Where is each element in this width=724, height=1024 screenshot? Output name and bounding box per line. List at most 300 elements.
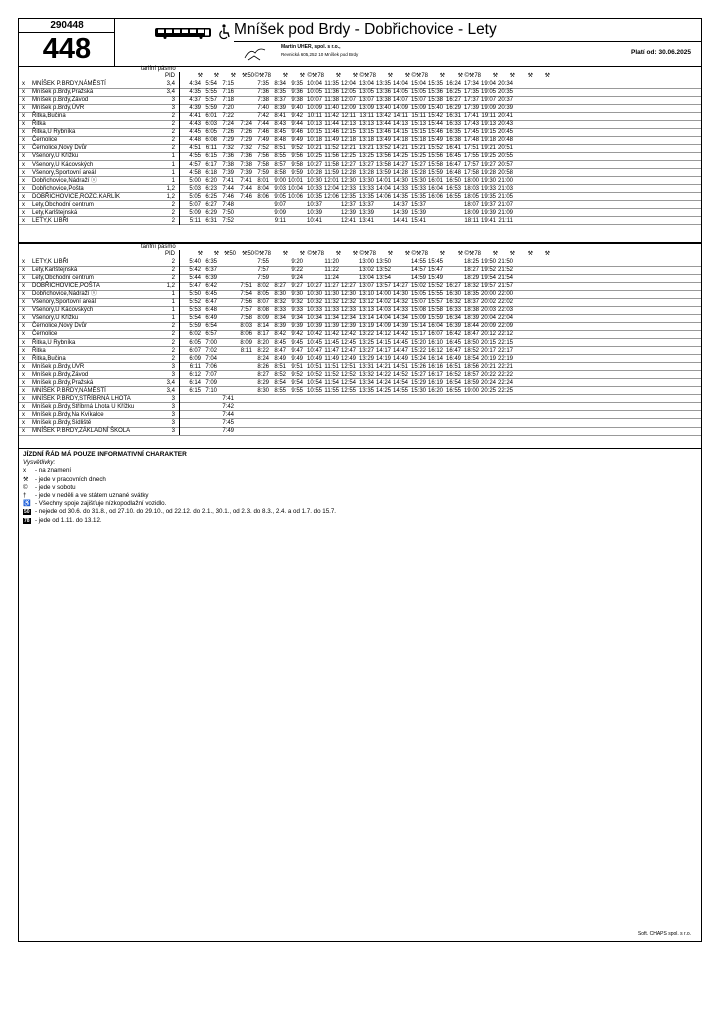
- departure-time: 6:14: [189, 379, 201, 386]
- on-request-mark: x: [22, 121, 25, 128]
- departure-time: 7:42: [257, 113, 269, 120]
- departure-time: 5:47: [189, 283, 201, 290]
- column-divider: [179, 250, 180, 435]
- departure-time: 8:33: [274, 307, 286, 314]
- departure-time: 10:11: [307, 113, 322, 120]
- departure-time: 12:39: [340, 323, 356, 330]
- departure-time: 16:31: [445, 113, 461, 120]
- departure-time: 19:09: [480, 105, 496, 112]
- departure-time: 5:57: [205, 97, 217, 104]
- departure-time: 21:57: [497, 283, 513, 290]
- departure-time: 13:33: [358, 185, 374, 192]
- line-number-box: [19, 19, 115, 66]
- departure-time: 8:26: [257, 363, 269, 370]
- departure-time: 12:05: [340, 89, 356, 96]
- departure-time: 13:04: [358, 81, 374, 87]
- legend-text: jede od 1.11. do 13.12.: [38, 516, 102, 524]
- departure-time: 12:28: [340, 169, 356, 176]
- departure-time: 7:44: [222, 185, 234, 192]
- departure-time: 15:45: [427, 259, 443, 265]
- departure-time: 8:41: [274, 113, 286, 120]
- stop-zone: 2: [171, 201, 175, 208]
- stop-zone: 3,4: [166, 379, 175, 386]
- departure-time: 16:42: [445, 331, 461, 338]
- stop-zone: 1: [171, 153, 175, 160]
- departure-time: 8:22: [257, 347, 269, 354]
- stop-name: LETY,K LIBŘI: [32, 259, 69, 265]
- departure-time: 18:32: [463, 283, 479, 290]
- departure-time: 9:59: [291, 169, 303, 176]
- departure-time: 17:55: [463, 153, 479, 160]
- departure-time: 7:18: [222, 97, 234, 104]
- departure-time: 11:52: [324, 145, 339, 152]
- departure-time: 6:29: [205, 209, 217, 216]
- trip-symbol: ⚒: [544, 251, 550, 257]
- departure-time: 5:50: [189, 291, 201, 298]
- software-credit: Soft. CHAPS spol. s r.o.: [637, 931, 691, 937]
- departure-time: 16:17: [427, 371, 443, 378]
- departure-time: 15:05: [410, 291, 426, 298]
- departure-time: 20:48: [497, 137, 513, 144]
- departure-time: 16:30: [445, 291, 461, 298]
- departure-time: 5:59: [189, 323, 201, 330]
- departure-time: 6:42: [205, 283, 217, 290]
- trip-symbol: ⚒: [544, 73, 550, 79]
- legend-items: [23, 467, 336, 524]
- stop-name: Lety,Obchodní centrum: [32, 275, 94, 282]
- departure-time: 8:06: [257, 193, 269, 200]
- departure-time: 7:52: [257, 145, 269, 152]
- departure-time: 7:41: [240, 177, 252, 184]
- departure-time: 13:58: [375, 161, 391, 168]
- departure-time: 12:37: [340, 201, 356, 208]
- departure-time: 7:44: [222, 411, 234, 418]
- departure-time: 6:35: [205, 259, 217, 265]
- departure-time: 5:55: [205, 89, 217, 96]
- departure-time: 16:01: [427, 177, 443, 184]
- stop-name: Všenory,Sportovní areál: [32, 169, 96, 176]
- departure-time: 10:33: [306, 307, 322, 314]
- departure-time: 7:50: [222, 209, 234, 216]
- legend-key: x: [23, 467, 27, 475]
- departure-time: 7:49: [257, 137, 269, 144]
- departure-time: 10:47: [306, 347, 322, 354]
- departure-time: 7:57: [240, 307, 252, 314]
- departure-time: 14:49: [392, 355, 408, 362]
- departure-time: 20:02: [480, 299, 496, 306]
- departure-time: 10:55: [306, 387, 322, 394]
- legend-item: ♿ - Všechny spoje zajišťuje nízkopodlažní vozidlo.: [23, 500, 167, 508]
- departure-time: 13:50: [375, 259, 391, 265]
- stop-name: Řitka,U Rybníka: [32, 129, 76, 136]
- departure-time: 11:32: [324, 299, 339, 306]
- departure-time: 8:37: [274, 97, 286, 104]
- departure-time: 9:42: [291, 331, 303, 338]
- departure-time: 8:07: [257, 299, 269, 306]
- departure-time: 11:30: [324, 291, 339, 298]
- departure-time: 4:34: [189, 81, 201, 87]
- stop-name: Dobřichovice,Pošta: [32, 185, 84, 192]
- departure-time: 22:25: [497, 387, 513, 394]
- departure-time: 16:41: [445, 145, 461, 152]
- departure-time: 12:11: [341, 113, 356, 120]
- on-request-mark: x: [22, 347, 25, 354]
- trip-symbol: ⚒: [213, 73, 219, 79]
- departure-time: 10:01: [287, 177, 303, 184]
- departure-time: 7:15: [222, 81, 234, 87]
- trip-symbol: ©⚒78: [411, 73, 428, 79]
- departure-time: 9:07: [274, 201, 286, 208]
- stop-name: Černolice,Nový Dvůr: [32, 323, 88, 330]
- trip-symbol: ⚒: [527, 73, 533, 79]
- stop-zone: 2: [171, 267, 175, 274]
- trip-symbol: ⚒: [439, 251, 445, 257]
- departure-time: 4:55: [189, 153, 201, 160]
- departure-time: 22:17: [497, 347, 513, 354]
- departure-time: 21:03: [497, 185, 513, 192]
- departure-time: 5:09: [189, 209, 201, 216]
- wheelchair-icon: [218, 24, 232, 40]
- direction-separator: [19, 242, 701, 244]
- departure-time: 12:52: [340, 371, 356, 378]
- departure-time: 7:40: [257, 105, 269, 112]
- departure-time: 14:34: [392, 315, 408, 322]
- bus-icon: [155, 27, 213, 39]
- departure-time: 19:04: [480, 81, 496, 87]
- departure-time: 13:37: [358, 201, 374, 208]
- departure-time: 8:42: [274, 331, 286, 338]
- departure-time: 16:33: [445, 121, 461, 128]
- stop-zone: 2: [171, 129, 175, 136]
- departure-time: 7:24: [240, 121, 252, 128]
- departure-time: 15:42: [427, 113, 443, 120]
- departure-time: 5:40: [189, 259, 201, 265]
- departure-time: 12:04: [340, 81, 356, 87]
- departure-time: 7:39: [222, 169, 234, 176]
- departure-time: 15:55: [427, 291, 443, 298]
- departure-time: 18:09: [463, 209, 479, 216]
- departure-time: 17:45: [463, 129, 479, 136]
- stop-name: Dobřichovice,Nádraží ⓢ: [32, 291, 98, 298]
- departure-time: 14:12: [375, 331, 391, 338]
- departure-time: 15:59: [427, 169, 443, 176]
- departure-time: 13:57: [375, 283, 391, 290]
- departure-time: 13:13: [358, 307, 374, 314]
- departure-time: 13:12: [358, 299, 374, 306]
- stop-name: DOBŘICHOVICE,ROZC.KARLÍK: [32, 193, 121, 200]
- departure-time: 14:04: [375, 315, 391, 322]
- departure-time: 18:05: [463, 193, 479, 200]
- departure-time: 14:59: [410, 275, 426, 282]
- departure-time: 8:51: [274, 145, 286, 152]
- departure-time: 6:47: [205, 299, 217, 306]
- legend-key: †: [23, 492, 27, 500]
- departure-time: 10:49: [306, 355, 322, 362]
- departure-time: 14:01: [375, 177, 391, 184]
- departure-time: 7:29: [222, 137, 234, 144]
- departure-time: 15:52: [427, 145, 443, 152]
- departure-time: 9:51: [291, 363, 303, 370]
- departure-time: 18:54: [463, 355, 479, 362]
- departure-time: 8:24: [257, 355, 269, 362]
- departure-time: 16:48: [445, 169, 461, 176]
- valid-from: Platí od: 30.06.2025: [631, 49, 691, 56]
- stop-name: Mníšek p.Brdy,Sídliště: [32, 420, 92, 426]
- departure-time: 6:45: [205, 291, 217, 298]
- departure-time: 7:38: [257, 97, 269, 104]
- departure-time: 11:59: [324, 169, 339, 176]
- departure-time: 15:26: [410, 363, 426, 370]
- departure-time: 10:15: [306, 129, 322, 136]
- departure-time: 8:58: [274, 169, 286, 176]
- stop-name: Mníšek p.Brdy,Pražská: [32, 89, 94, 96]
- departure-time: 18:29: [463, 275, 479, 282]
- departure-time: 13:52: [375, 145, 391, 152]
- departure-time: 13:13: [358, 121, 374, 128]
- departure-time: 13:31: [358, 363, 374, 370]
- departure-time: 8:09: [240, 339, 252, 346]
- departure-time: 14:22: [375, 371, 391, 378]
- trip-symbol: ⚒: [213, 251, 219, 257]
- on-request-mark: x: [22, 371, 25, 378]
- stop-name: Lety,Karlštejnská: [32, 267, 78, 274]
- departure-time: 7:36: [222, 153, 234, 160]
- departure-time: 16:55: [445, 193, 461, 200]
- departure-time: 16:16: [427, 363, 443, 370]
- departure-time: 12:25: [340, 153, 356, 160]
- departure-time: 11:20: [324, 259, 339, 265]
- stop-name: Dobřichovice,Nádraží ⓢ: [32, 177, 98, 184]
- departure-time: 22:21: [497, 363, 513, 370]
- departure-time: 15:33: [410, 185, 426, 192]
- departure-time: 12:06: [323, 193, 339, 200]
- departure-time: 4:45: [189, 129, 201, 136]
- stop-zone: 2: [171, 209, 175, 216]
- departure-time: 6:03: [205, 121, 217, 128]
- departure-time: 15:39: [410, 209, 426, 216]
- departure-time: 14:32: [392, 299, 408, 306]
- departure-time: 20:37: [497, 97, 513, 104]
- departure-time: 20:35: [497, 89, 513, 96]
- departure-time: 6:48: [205, 307, 217, 314]
- departure-time: 8:30: [274, 291, 286, 298]
- on-request-mark: x: [22, 339, 25, 346]
- departure-time: 7:36: [240, 153, 252, 160]
- departure-time: 14:55: [410, 259, 426, 265]
- departure-time: 14:33: [392, 307, 408, 314]
- departure-time: 15:36: [427, 89, 443, 96]
- departure-time: 14:39: [392, 323, 408, 330]
- departure-time: 13:05: [358, 89, 374, 96]
- departure-time: 20:34: [497, 81, 513, 87]
- departure-time: 16:07: [427, 331, 443, 338]
- disclaimer-title: JÍZDNÍ ŘÁD MÁ POUZE INFORMATIVNÍ CHARAKTER: [23, 451, 187, 458]
- departure-time: 13:44: [375, 121, 391, 128]
- trip-symbol: ⚒50: [241, 73, 254, 79]
- departure-time: 11:38: [324, 97, 339, 104]
- legend-item: ⚒ - jede v pracovních dnech: [23, 475, 106, 483]
- stop-zone: 2: [171, 323, 175, 330]
- departure-time: 20:41: [497, 113, 513, 120]
- stop-name: Řitka: [32, 347, 46, 354]
- departure-time: 7:32: [222, 145, 234, 152]
- departure-time: 7:32: [240, 145, 252, 152]
- departure-time: 19:28: [480, 169, 496, 176]
- stop-name: Mníšek p.Brdy,Pražská: [32, 379, 94, 386]
- stop-name: MNÍŠEK P.BRDY,STŘÍBRNÁ LHOTA: [32, 395, 131, 402]
- departure-time: 8:55: [274, 387, 286, 394]
- stop-name: Řitka,Bučina: [32, 355, 66, 362]
- stop-name: MNÍŠEK P.BRDY,ZÁKLADNÍ ŠKOLA: [32, 428, 131, 435]
- departure-time: 19:54: [480, 275, 496, 282]
- on-request-mark: x: [22, 81, 25, 87]
- on-request-mark: x: [22, 315, 25, 322]
- departure-time: 11:46: [324, 129, 339, 136]
- departure-time: 19:33: [480, 185, 496, 192]
- stop-name: MNÍŠEK P.BRDY,NÁMĚSTÍ: [32, 81, 106, 87]
- departure-time: 7:26: [240, 129, 252, 136]
- departure-time: 13:35: [358, 193, 374, 200]
- departure-time: 22:24: [497, 379, 513, 386]
- departure-time: 11:42: [324, 113, 339, 120]
- departure-time: 22:22: [497, 371, 513, 378]
- departure-time: 11:24: [324, 275, 339, 282]
- departure-time: 16:10: [427, 339, 443, 346]
- departure-time: 16:38: [445, 137, 461, 144]
- trip-symbol: ©⚒78: [307, 73, 324, 79]
- departure-time: 8:14: [257, 323, 269, 330]
- on-request-mark: x: [22, 291, 25, 298]
- trip-symbol: ©⚒78: [359, 251, 376, 257]
- departure-time: 14:18: [392, 137, 408, 144]
- departure-time: 13:42: [375, 113, 391, 120]
- departure-time: 11:47: [324, 347, 339, 354]
- departure-time: 16:32: [445, 299, 461, 306]
- departure-time: 8:06: [240, 331, 252, 338]
- on-request-mark: x: [22, 355, 25, 362]
- departure-time: 16:54: [445, 379, 461, 386]
- on-request-mark: x: [22, 259, 25, 265]
- departure-time: 6:11: [205, 145, 217, 152]
- departure-time: 4:41: [189, 113, 201, 120]
- departure-time: 12:51: [340, 363, 356, 370]
- departure-time: 4:57: [189, 161, 201, 168]
- departure-time: 14:52: [392, 371, 408, 378]
- departure-time: 12:09: [340, 105, 356, 112]
- trip-symbol: ⚒: [282, 251, 288, 257]
- departure-time: 8:49: [274, 355, 286, 362]
- stop-name: Mníšek p.Brdy,Na Kvíkalce: [32, 411, 104, 418]
- departure-time: 20:39: [497, 105, 513, 112]
- departure-time: 9:39: [291, 323, 303, 330]
- on-request-mark: x: [22, 420, 25, 426]
- departure-time: 7:46: [257, 129, 269, 136]
- departure-time: 9:36: [291, 89, 303, 96]
- departure-time: 7:20: [222, 105, 234, 112]
- departure-time: 4:43: [189, 121, 201, 128]
- departure-time: 13:07: [358, 283, 374, 290]
- departure-time: 12:45: [340, 339, 356, 346]
- departure-time: 12:49: [340, 355, 356, 362]
- departure-time: 15:13: [410, 121, 426, 128]
- departure-time: 8:20: [257, 339, 269, 346]
- departure-time: 8:47: [274, 347, 286, 354]
- column-divider: [179, 72, 180, 225]
- trip-symbol: ⚒: [197, 251, 203, 257]
- trip-symbol: ⚒: [387, 251, 393, 257]
- departure-time: 12:54: [340, 379, 356, 386]
- departure-time: 7:55: [257, 259, 269, 265]
- departure-time: 7:26: [222, 129, 234, 136]
- legend-text: na znamení: [38, 467, 72, 475]
- departure-time: 8:57: [274, 161, 286, 168]
- departure-time: 21:07: [497, 201, 513, 208]
- departure-time: 15:35: [427, 81, 443, 87]
- departure-time: 16:27: [445, 283, 461, 290]
- departure-time: 8:34: [274, 315, 286, 322]
- stop-zone: 1: [171, 177, 175, 184]
- departure-time: 19:07: [480, 97, 496, 104]
- departure-time: 14:45: [392, 339, 408, 346]
- departure-time: 17:51: [463, 145, 479, 152]
- departure-time: 14:35: [392, 193, 408, 200]
- departure-time: 8:05: [257, 291, 269, 298]
- departure-time: 14:30: [392, 177, 408, 184]
- departure-time: 12:27: [340, 161, 356, 168]
- legend-subtitle: Vysvětlivky:: [23, 459, 56, 467]
- on-request-mark: x: [22, 137, 25, 144]
- departure-time: 10:42: [306, 331, 322, 338]
- departure-time: 13:40: [375, 105, 391, 112]
- departure-time: 14:15: [392, 129, 408, 136]
- departure-time: 12:30: [340, 291, 356, 298]
- departure-time: 7:44: [257, 121, 269, 128]
- departure-time: 14:25: [375, 387, 391, 394]
- departure-time: 18:39: [463, 315, 479, 322]
- departure-time: 10:04: [306, 81, 322, 87]
- departure-time: 7:59: [257, 169, 269, 176]
- stop-name: Mníšek p.Brdy,ÚVR: [32, 363, 85, 370]
- departure-time: 14:51: [392, 363, 408, 370]
- departure-time: 10:04: [287, 185, 303, 192]
- departure-time: 14:11: [393, 113, 408, 120]
- stop-zone: 3: [171, 105, 175, 112]
- stop-name: Lety,Karlštejnská: [32, 209, 78, 216]
- stop-zone: 3,4: [166, 81, 175, 87]
- departure-time: 22:03: [497, 307, 513, 314]
- departure-time: 11:45: [324, 339, 339, 346]
- departure-time: 19:41: [480, 217, 496, 224]
- departure-time: 8:02: [257, 283, 269, 290]
- license-number: 290448: [19, 21, 115, 33]
- departure-time: 22:02: [497, 299, 513, 306]
- departure-time: 16:12: [427, 347, 443, 354]
- stop-name: Všenory,Sportovní areál: [32, 299, 96, 306]
- stop-name: Mníšek p.Brdy,ÚVR: [32, 105, 85, 112]
- departure-time: 20:03: [480, 307, 496, 314]
- stop-zone: 3: [171, 371, 175, 378]
- departure-time: 4:58: [189, 169, 201, 176]
- departure-time: 15:07: [410, 97, 426, 104]
- departure-time: 4:39: [189, 105, 201, 112]
- departure-time: 14:13: [392, 121, 408, 128]
- departure-time: 18:00: [463, 177, 479, 184]
- departure-time: 10:30: [306, 291, 322, 298]
- departure-time: 20:43: [497, 121, 513, 128]
- stop-name: Všenory,U Křížku: [32, 153, 79, 160]
- departure-time: 15:20: [410, 339, 426, 346]
- departure-time: 8:29: [257, 379, 269, 386]
